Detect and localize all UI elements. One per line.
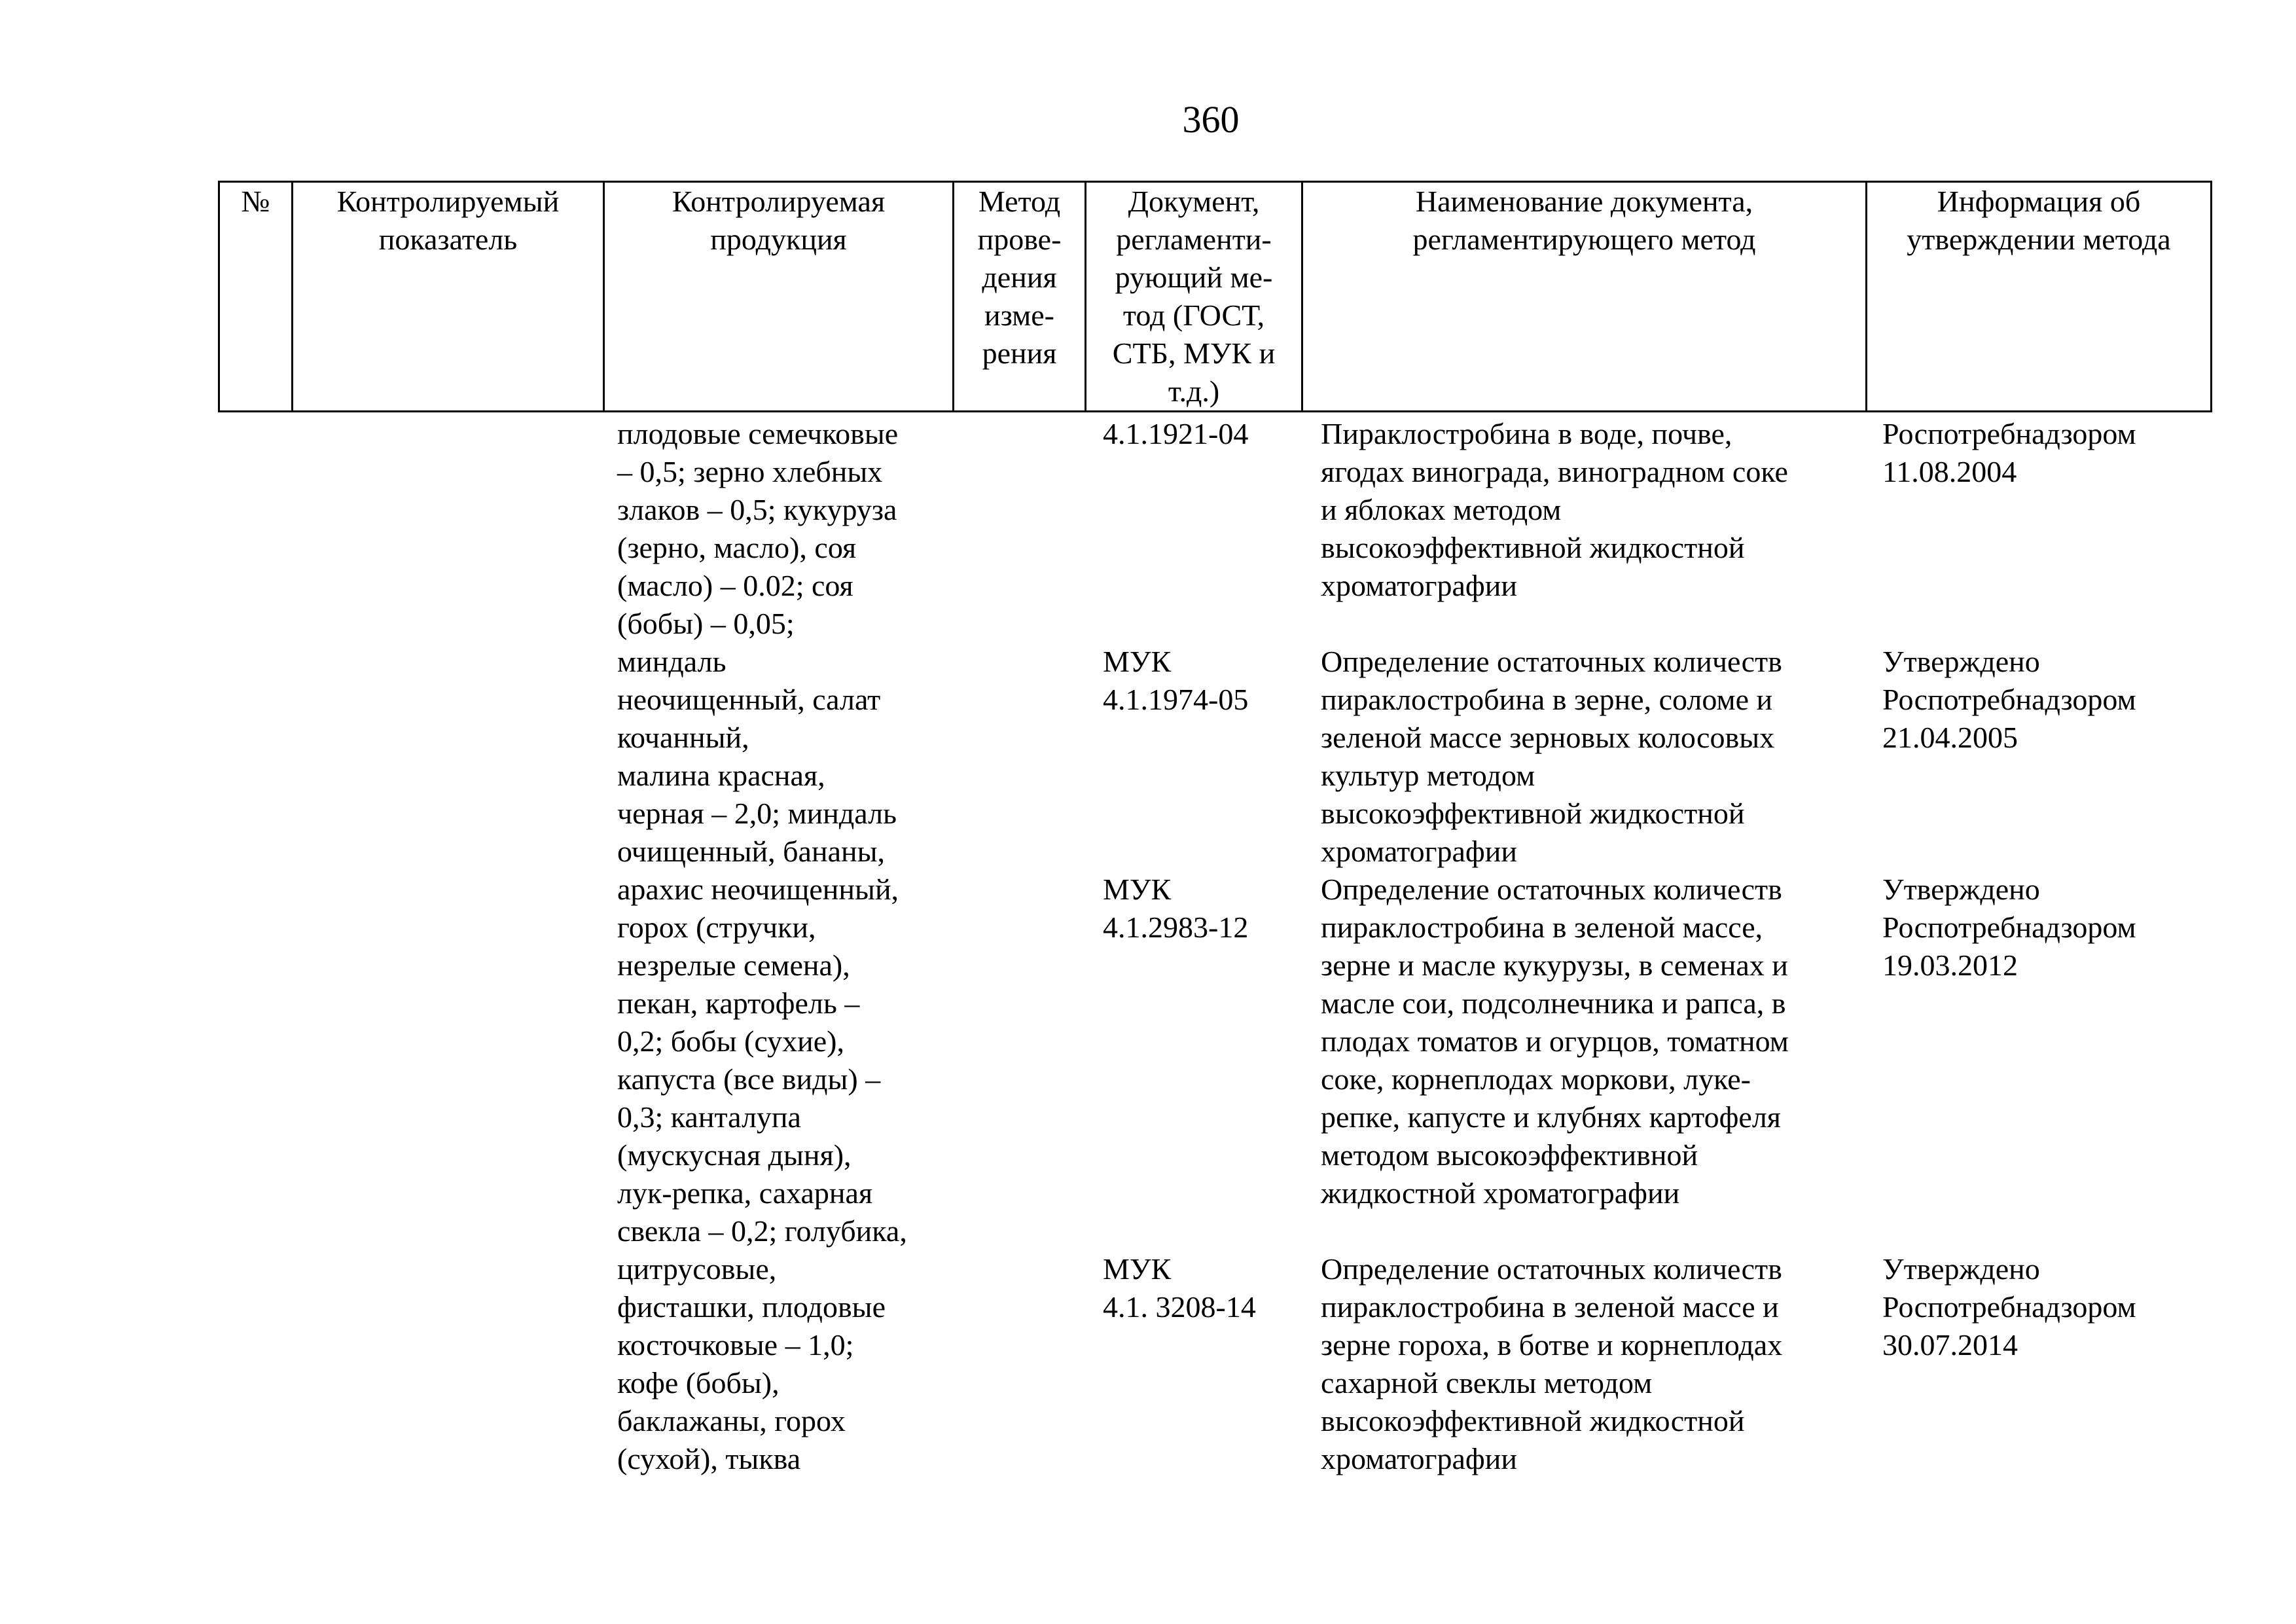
approval-info-4: Утверждено Роспотребнадзором 30.07.2014 xyxy=(1882,1252,2136,1362)
header-cell-product: Контролируемая продукция xyxy=(604,182,954,412)
page-number: 360 xyxy=(1182,98,1240,141)
product-list: плодовые семечковые – 0,5; зерно хлебных злаков – 0,5; кукуруза (зерно, масло), соя (масло) – 0.02; соя (бобы) – 0,05; миндаль неочищенный, салат кочанный, малина красная, черная – 2,0; миндаль очищенный, бананы, арахис неочищенный, горох (стручки, незрелые семена), пекан, картофель – 0,2; бобы (сухие), капуста (все виды) – 0,3; канталупа (мускусная дыня), лук-репка, сахарная свекла – 0,2; голубика, цитрусовые, фисташки, плодовые косточковые – 1,0; кофе (бобы), баклажаны, горох (сухой), тыква xyxy=(617,417,907,1475)
header-cell-document: Документ, регламенти- рующий ме- тод (ГОСТ, СТБ, МУК и т.д.) xyxy=(1086,182,1302,412)
header-cell-indicator: Контролируемый показатель xyxy=(293,182,604,412)
doc-code-1: 4.1.1921-04 xyxy=(1103,417,1249,450)
doc-code-4: МУК 4.1. 3208-14 xyxy=(1103,1252,1256,1324)
header-cell-number: № xyxy=(219,182,293,412)
doc-name-3: Определение остаточных количеств пираклостробина в зеленой массе, зерне и масле кукурузы, в семенах и масле сои, подсолнечника и рапса, в плодах томатов и огурцов, томатном соке, корнеплодах моркови, луке- репке, капусте и клубнях картофеля методом высокоэффективной жидкостной хроматографии xyxy=(1321,873,1789,1210)
doc-code-2: МУК 4.1.1974-05 xyxy=(1103,645,1249,716)
doc-name-1: Пираклостробина в воде, почве, ягодах винограда, виноградном соке и яблоках методом высокоэффективной жидкостной хроматографии xyxy=(1321,417,1788,602)
approval-info-1: Роспотребнадзором 11.08.2004 xyxy=(1882,417,2136,488)
approval-info-3: Утверждено Роспотребнадзором 19.03.2012 xyxy=(1882,873,2136,982)
header-cell-approval-info: Информация об утверждении метода xyxy=(1867,182,2212,412)
approval-info-2: Утверждено Роспотребнадзором 21.04.2005 xyxy=(1882,645,2136,754)
doc-name-4: Определение остаточных количеств пираклостробина в зеленой массе и зерне гороха, в ботве и корнеплодах сахарной свеклы методом высокоэффективной жидкостной хроматографии xyxy=(1321,1252,1783,1475)
header-cell-method: Метод прове- дения изме- рения xyxy=(954,182,1086,412)
doc-name-2: Определение остаточных количеств пираклостробина в зерне, соломе и зеленой массе зерновых колосовых культур методом высокоэффективной жидкостной хроматографии xyxy=(1321,645,1782,868)
table-header xyxy=(218,181,2212,412)
table-header-row xyxy=(219,182,2212,412)
header-cell-document-name: Наименование документа, регламентирующего метод xyxy=(1302,182,1867,412)
doc-code-3: МУК 4.1.2983-12 xyxy=(1103,873,1249,944)
